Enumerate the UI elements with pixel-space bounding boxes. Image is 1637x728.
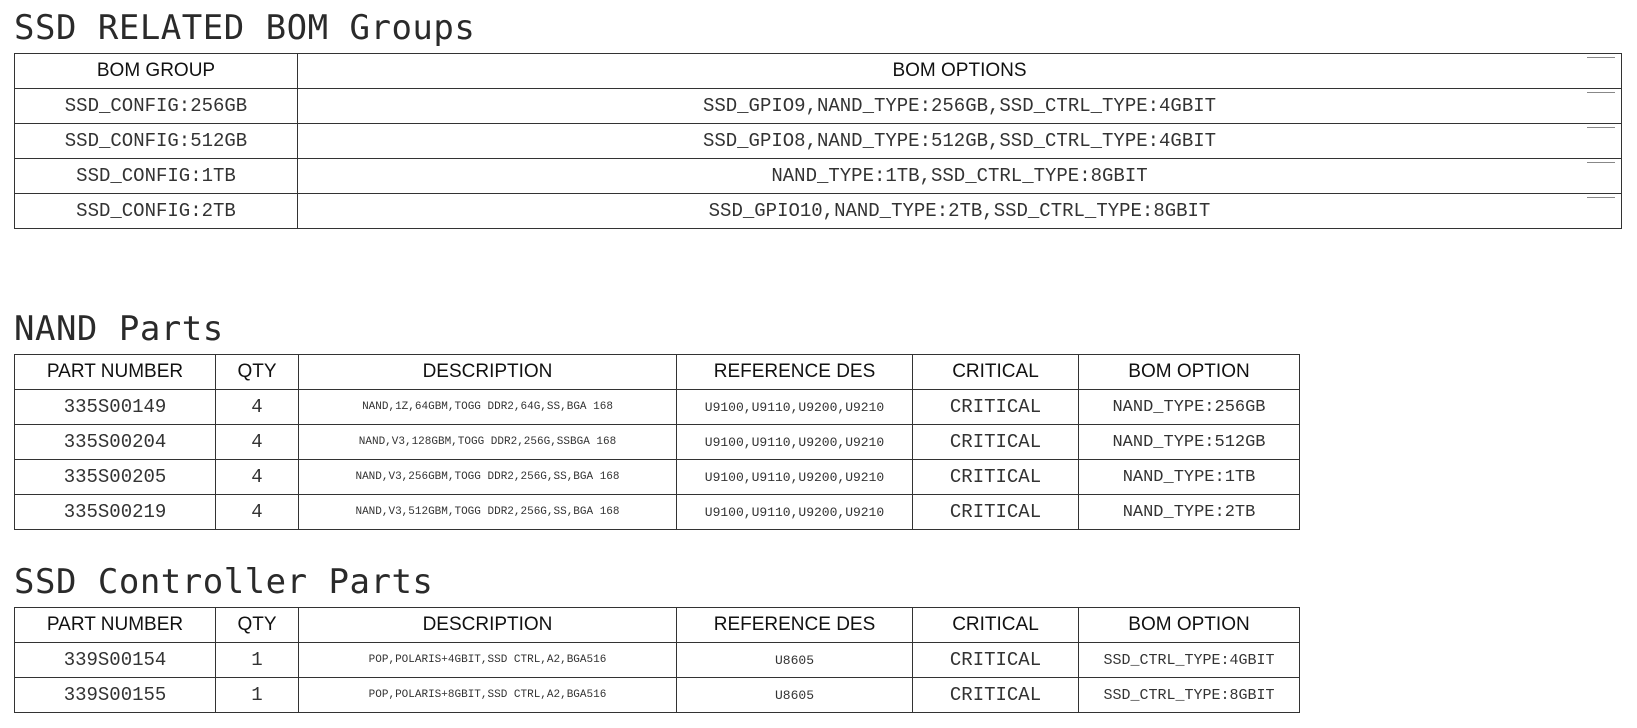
column-header: DESCRIPTION [299,608,677,643]
part-number-cell: 335S00204 [15,425,216,460]
bom-options-text: SSD_GPIO10,NAND_TYPE:2TB,SSD_CTRL_TYPE:8GBIT [708,200,1211,222]
bom-options-cell [298,159,1622,194]
bom-options-text: NAND_TYPE:1TB,SSD_CTRL_TYPE:8GBIT [771,165,1148,187]
critical-cell: CRITICAL [913,495,1079,530]
reference-des-cell: U8605 [677,678,913,713]
bom-option-cell: NAND_TYPE:1TB [1079,460,1300,495]
column-header: REFERENCE DES [677,355,913,390]
critical-cell: CRITICAL [913,460,1079,495]
bom-options-text: SSD_GPIO8,NAND_TYPE:512GB,SSD_CTRL_TYPE:4GBIT [702,130,1217,152]
part-number-cell: 339S00155 [15,678,216,713]
table-header-row [15,608,1300,643]
part-number-cell: 335S00149 [15,390,216,425]
column-header: QTY [216,355,299,390]
bom-option-cell: NAND_TYPE:256GB [1079,390,1300,425]
column-header: QTY [216,608,299,643]
bom-options-cell [298,124,1622,159]
table-header-row [15,355,1300,390]
bom-options-text: SSD_GPIO9,NAND_TYPE:256GB,SSD_CTRL_TYPE:4GBIT [702,95,1217,117]
table-row [15,425,1300,460]
qty-cell: 4 [216,495,299,530]
controller-parts-title: SSD Controller Parts [14,562,434,602]
description-cell: NAND,1Z,64GBM,TOGG DDR2,64G,SS,BGA 168 [299,390,677,425]
qty-cell: 1 [216,643,299,678]
description-cell: POP,POLARIS+8GBIT,SSD CTRL,A2,BGA516 [299,678,677,713]
part-number-cell: 335S00219 [15,495,216,530]
column-header: DESCRIPTION [299,355,677,390]
qty-cell: 4 [216,460,299,495]
bom-group-cell: SSD_CONFIG:512GB [15,124,298,159]
reference-des-cell: U9100,U9110,U9200,U9210 [677,425,913,460]
bom-groups-title: SSD RELATED BOM Groups [14,8,476,48]
bom-option-cell: NAND_TYPE:2TB [1079,495,1300,530]
description-cell: NAND,V3,128GBM,TOGG DDR2,256G,SSBGA 168 [299,425,677,460]
bom-group-cell: SSD_CONFIG:2TB [15,194,298,229]
controller-parts-table [14,607,1300,713]
annotation-mark [1587,127,1615,131]
part-number-cell: 335S00205 [15,460,216,495]
description-cell: POP,POLARIS+4GBIT,SSD CTRL,A2,BGA516 [299,643,677,678]
reference-des-cell: U9100,U9110,U9200,U9210 [677,460,913,495]
column-header: PART NUMBER [15,608,216,643]
annotation-mark [1587,92,1615,96]
table-row [15,460,1300,495]
column-header: REFERENCE DES [677,608,913,643]
bom-group-cell: SSD_CONFIG:1TB [15,159,298,194]
annotation-mark [1587,162,1615,166]
qty-cell: 1 [216,678,299,713]
bom-option-cell: SSD_CTRL_TYPE:8GBIT [1079,678,1300,713]
annotation-mark [1587,197,1615,201]
column-header: CRITICAL [913,608,1079,643]
bom-options-cell [298,89,1622,124]
table-row [15,159,1622,194]
reference-des-cell: U9100,U9110,U9200,U9210 [677,390,913,425]
qty-cell: 4 [216,425,299,460]
table-row [15,643,1300,678]
column-header: BOM OPTION [1079,608,1300,643]
column-header [298,54,1622,89]
table-row [15,495,1300,530]
critical-cell: CRITICAL [913,390,1079,425]
table-row [15,678,1300,713]
table-row [15,194,1622,229]
qty-cell: 4 [216,390,299,425]
column-header: CRITICAL [913,355,1079,390]
critical-cell: CRITICAL [913,678,1079,713]
reference-des-cell: U8605 [677,643,913,678]
column-header: BOM OPTION [1079,355,1300,390]
part-number-cell: 339S00154 [15,643,216,678]
table-header-row [15,54,1622,89]
column-header: BOM GROUP [15,54,298,89]
bom-groups-table [14,53,1622,229]
column-header-label: BOM OPTIONS [892,60,1027,81]
description-cell: NAND,V3,256GBM,TOGG DDR2,256G,SS,BGA 168 [299,460,677,495]
column-header: PART NUMBER [15,355,216,390]
reference-des-cell: U9100,U9110,U9200,U9210 [677,495,913,530]
bom-options-cell [298,194,1622,229]
table-row [15,390,1300,425]
nand-parts-table [14,354,1300,530]
description-cell: NAND,V3,512GBM,TOGG DDR2,256G,SS,BGA 168 [299,495,677,530]
critical-cell: CRITICAL [913,425,1079,460]
table-row [15,89,1622,124]
critical-cell: CRITICAL [913,643,1079,678]
bom-option-cell: SSD_CTRL_TYPE:4GBIT [1079,643,1300,678]
bom-group-cell: SSD_CONFIG:256GB [15,89,298,124]
table-row [15,124,1622,159]
bom-option-cell: NAND_TYPE:512GB [1079,425,1300,460]
annotation-mark [1587,57,1615,61]
nand-parts-title: NAND Parts [14,309,224,349]
